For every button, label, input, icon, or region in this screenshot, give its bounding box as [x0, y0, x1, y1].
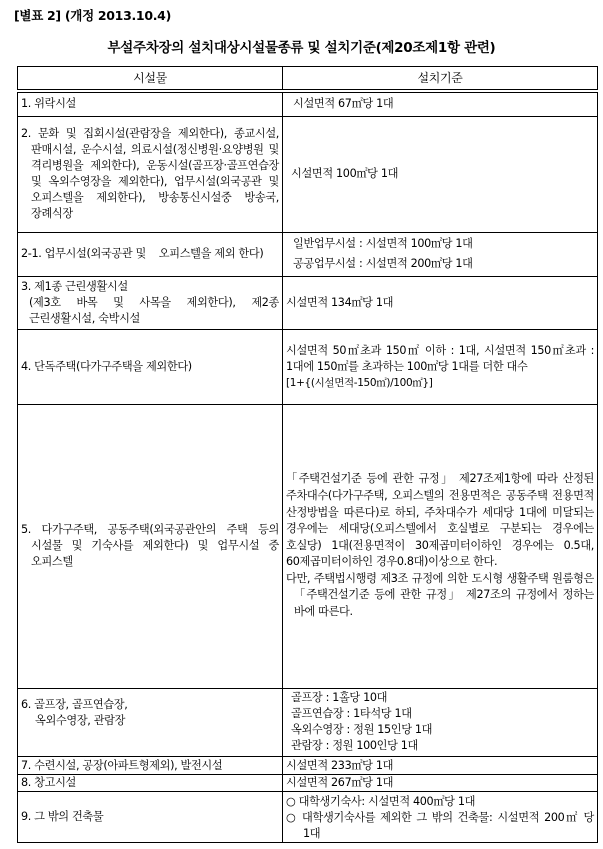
table-row: [18, 774, 598, 791]
annex-label: [별표 2] (개정 2013.10.4): [14, 8, 171, 23]
criteria-bullet: ○ 대학생기숙사를 제외한 그 밖의 건축물: 시설면적 200㎡ 당 1대: [286, 810, 594, 840]
table-row: [18, 232, 598, 276]
criteria-text: 골프연습장 : 1타석당 1대: [291, 707, 412, 720]
facility-cell: [18, 688, 283, 756]
table-row: [18, 329, 598, 404]
criteria-text: 시설면적 67㎡당 1대: [293, 97, 394, 111]
table-row: [18, 756, 598, 774]
criteria-text: 시설면적 233㎡당 1대: [286, 758, 394, 772]
criteria-text: 「주택건설기준 등에 관한 규정」 제27조제1항에 따라 산정된 주차대수(다가구주택, 오피스텔의 전용면적은 공동주택 전용면적 산정방법을 따른다)로 하되, 주차대수가 세대당 1대에 미달되는 경우에는 세대당(오피스텔에서 호실별로 구분되는 경우에는 호실당) 1대(전용면적이 30제곱미터이하인 경우에는 0.5대, 60제곱미터이하인 경우0.8대)이상으로 한다.: [286, 472, 594, 569]
criteria-cell: [283, 329, 598, 404]
criteria-cell: [283, 232, 598, 276]
facility-cell: [18, 232, 283, 276]
column-header-criteria: 설치기준: [283, 67, 598, 92]
criteria-cell: [283, 791, 598, 842]
facility-text: (제3호 바목 및 사목을 제외한다), 제2종 근린생활시설, 숙박시설: [29, 295, 279, 325]
facility-cell: [18, 404, 283, 688]
facility-cell: [18, 774, 283, 791]
criteria-cell: [283, 404, 598, 688]
document-title: 부설주차장의 설치대상시설물종류 및 설치기준(제20조제1항 관련): [107, 40, 496, 56]
parking-criteria-table: [17, 66, 598, 843]
table-row: [18, 404, 598, 688]
criteria-text: 시설면적 100㎡당 1대: [291, 167, 399, 180]
column-header-facility: 시설물: [18, 67, 283, 92]
criteria-text: 옥외수영장 : 정원 15인당 1대: [291, 723, 433, 736]
criteria-text: 일반업무시설 : 시설면적 100㎡당 1대: [293, 237, 473, 250]
criteria-cell: [283, 91, 598, 116]
facility-text: 2-1. 업무시설(외국공관 및 오피스텔을 제외 한다): [21, 247, 264, 260]
facility-text: 1. 위락시설: [21, 97, 77, 111]
criteria-formula: [1+{(시설면적-150㎡)/100㎡}]: [286, 376, 433, 389]
table-row: [18, 276, 598, 329]
criteria-text: 골프장 : 1홀당 10대: [291, 691, 388, 704]
criteria-text: 관람장 : 정원 100인당 1대: [291, 739, 418, 752]
criteria-cell: [283, 116, 598, 232]
criteria-text: 공공업무시설 : 시설면적 200㎡당 1대: [293, 257, 473, 270]
criteria-cell: [283, 774, 598, 791]
table-header-row: [18, 67, 598, 92]
facility-text: 3. 제1종 근린생활시설: [21, 279, 128, 293]
table-row: [18, 116, 598, 232]
criteria-cell: [283, 276, 598, 329]
facility-text: 4. 단독주택(다가구주택을 제외한다): [21, 359, 192, 373]
criteria-text: 다만, 주택법시행령 제3조 규정에 의한 도시형 생활주택 원룸형은 「주택건설기준 등에 관한 규정」 제27조의 규정에서 정하는 바에 따른다.: [286, 571, 594, 619]
facility-cell: [18, 276, 283, 329]
criteria-cell: [283, 756, 598, 774]
facility-cell: [18, 116, 283, 232]
facility-cell: [18, 329, 283, 404]
criteria-text: 시설면적 50㎡초과 150㎡ 이하 : 1대, 시설면적 150㎡초과 : 1대에 150㎡를 초과하는 100㎡당 1대를 더한 대수: [286, 343, 594, 373]
facility-text: 8. 창고시설: [21, 776, 77, 789]
facility-cell: [18, 91, 283, 116]
facility-text: 9. 그 밖의 건축물: [21, 809, 104, 823]
facility-text: 5. 다가구주택, 공동주택(외국공관안의 주택 등의 시설물 및 기숙사를 제외한다) 및 업무시설 중 오피스텔: [21, 523, 279, 568]
facility-cell: [18, 791, 283, 842]
table-row: [18, 91, 598, 116]
facility-text: 2. 문화 및 집회시설(관람장을 제외한다), 종교시설, 판매시설, 운수시설, 의료시설(정신병원·요양병원 및 격리병원을 제외한다), 운동시설(골프장·골프연습장 및 옥외수영장을 제외한다), 업무시설(외국공관 및 오피스텔을 제외한다), 방송통신시설중 방송국, 장례식장: [21, 127, 279, 220]
criteria-text: 시설면적 134㎡당 1대: [286, 295, 394, 309]
facility-text: 옥외수영장, 관람장: [35, 713, 126, 727]
table-row: [18, 791, 598, 842]
table-row: [18, 688, 598, 756]
criteria-bullet: ○ 대학생기숙사: 시설면적 400㎡당 1대: [286, 794, 476, 808]
facility-text: 7. 수련시설, 공장(아파트형제외), 발전시설: [21, 758, 223, 772]
criteria-cell: [283, 688, 598, 756]
criteria-text: 시설면적 267㎡당 1대: [286, 776, 394, 789]
facility-cell: [18, 756, 283, 774]
facility-text: 6. 골프장, 골프연습장,: [21, 697, 128, 711]
